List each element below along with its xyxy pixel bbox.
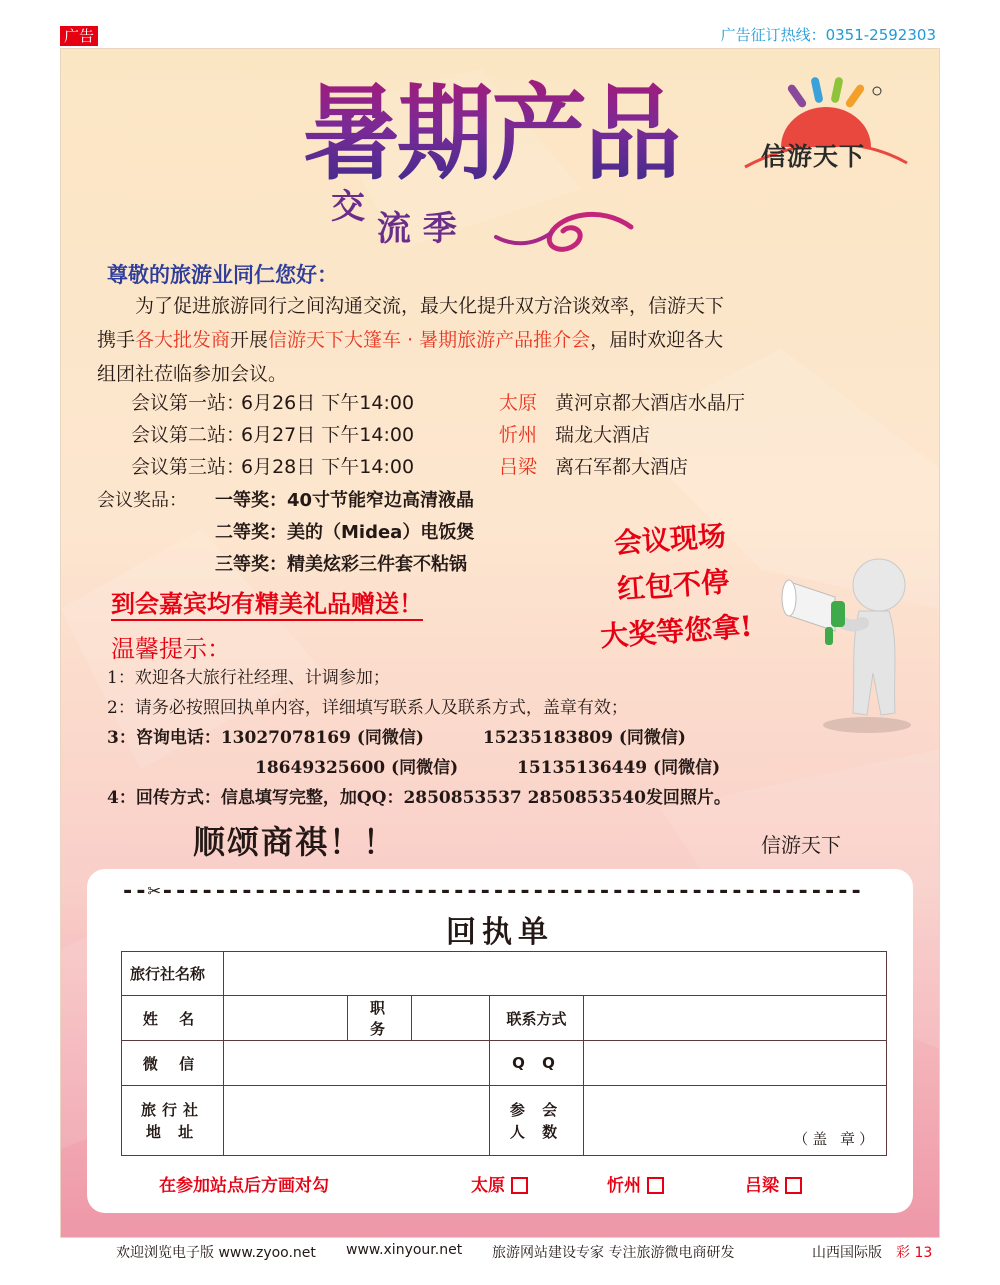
qq-label: Q Q [490,1041,584,1086]
check-city-label: 太原 [471,1176,505,1196]
intro-paragraph [97,289,897,391]
prize-item: 二等奖：美的（Midea）电饭煲 [215,522,475,543]
tip-item [107,753,779,783]
slogan [592,512,754,660]
title-main: 暑期产品 [303,72,679,195]
tips-title: 温馨提示： [111,635,231,663]
intro-line-2 [97,323,897,357]
position-field[interactable] [412,996,490,1041]
station-time: 6月28日 下午14:00 [241,456,415,478]
agency-name-field[interactable] [224,952,887,996]
title-sub-char: 季 [422,209,457,249]
station-row [97,419,745,451]
intro-highlight: 信游天下大篷车 · 暑期旅游产品推介会 [268,329,591,351]
checkbox[interactable] [647,1177,664,1194]
logo-text: 信游天下 [761,142,866,171]
receipt-title: 回执单 [446,915,554,950]
station-label: 会议第一站： [131,392,246,414]
ad-hotline: 广告征订热线：0351-2592303 [720,26,936,44]
slogan-line: 红包不停 [616,565,731,606]
station-time: 6月26日 下午14:00 [241,392,415,414]
ad-tag: 广告 [60,26,98,46]
check-instruction: 在参加站点后方画对勾 [159,1176,329,1196]
intro-text: ，届时欢迎各大 [590,329,724,351]
gift-notice: 到会嘉宾均有精美礼品赠送！ [111,589,423,621]
title-sub [331,187,457,249]
tip-item: 1：欢迎各大旅行社经理、计调参加； [107,668,390,688]
intro-highlight: 各大批发商 [135,329,231,351]
check-city-label: 吕梁 [745,1176,779,1196]
wechat-label: 微 信 [122,1041,224,1086]
name-field[interactable] [224,996,348,1041]
footer-text: 山西国际版 [812,1245,882,1261]
greeting: 尊敬的旅游业同仁您好： [107,263,338,287]
intro-line-1: 为了促进旅游同行之间沟通交流，最大化提升双方洽谈效率，信游天下 [135,295,725,317]
phone-number: 18649325600 (同微信) [255,758,459,778]
address-label [122,1086,224,1156]
intro-text: 携手 [97,329,136,351]
closing: 顺颂商祺！！ [193,823,398,861]
prize-item: 一等奖：40寸节能窄边高清液晶 [215,490,475,511]
station-row [97,387,745,419]
station-venue: 黄河京都大酒店水晶厅 [555,392,746,414]
swirl-ornament [491,207,641,257]
contact-field[interactable] [584,996,887,1041]
scissors-cut-line: --✂----------------------------------------------------- [121,879,863,904]
table-row [122,952,887,996]
qq-field[interactable] [584,1041,887,1086]
megaphone-man-icon [781,545,921,735]
check-xinzhou[interactable] [607,1171,745,1196]
table-row [122,1086,887,1156]
station-label: 会议第二站： [131,424,246,446]
receipt-table [121,951,887,1156]
name-label: 姓 名 [122,996,224,1041]
attendee-count-field[interactable] [584,1086,887,1156]
seal-label: （盖 章） [793,1130,878,1148]
agency-name-label: 旅行社名称 [122,952,224,996]
station-city: 太原 [499,392,538,414]
count-label-line: 人 数 [509,1122,564,1141]
check-taiyuan[interactable] [471,1171,607,1196]
sun-logo-icon [741,75,911,195]
prize-row [97,549,474,581]
footer-text: www.xinyour.net [346,1242,463,1258]
address-label-line: 旅行社 [140,1100,204,1119]
address-label-line: 地 址 [145,1122,200,1141]
prize-row [97,517,474,549]
count-label-line: 参 会 [509,1100,564,1119]
station-row [97,451,745,483]
attendee-count-label [490,1086,584,1156]
station-label: 会议第三站： [131,456,246,478]
footer-text: 旅游网站建设专家 专注旅游微电商研发 [492,1245,735,1261]
slogan-line: 会议现场 [612,519,727,560]
phone-number: 13027078169 (同微信) [220,728,424,748]
tip-item: 2：请务必按照回执单内容，详细填写联系人及联系方式，盖章有效； [107,698,628,718]
tips-list [107,663,779,813]
intro-line-3: 组团社莅临参加会议。 [97,363,288,385]
signature: 信游天下 [761,833,841,857]
phone-number: 15135136449 (同微信) [517,758,721,778]
title-sub-char: 交 [331,187,365,227]
phone-number: 15235183809 (同微信) [482,728,686,748]
title-sub-char: 流 [376,209,411,249]
table-row [122,1041,887,1086]
check-city-label: 忻州 [607,1176,641,1196]
footer-text: 欢迎浏览电子版 www.zyoo.net [116,1245,316,1261]
station-venue: 离石军都大酒店 [555,456,689,478]
checkbox[interactable] [511,1177,528,1194]
contact-label: 联系方式 [490,996,584,1041]
wechat-field[interactable] [224,1041,490,1086]
station-city: 忻州 [499,424,538,446]
prize-list [97,485,474,581]
station-checkboxes [159,1171,859,1196]
page-number: 彩 13 [896,1245,933,1261]
station-time: 6月27日 下午14:00 [241,424,415,446]
tip-item: 4：回传方式：信息填写完整，加QQ：2850853537 2850853540发回照片。 [107,788,731,808]
station-venue: 瑞龙大酒店 [555,424,651,446]
tip-label: 3：咨询电话： [107,728,221,748]
slogan-line: 大奖等您拿! [599,609,754,654]
prize-item: 三等奖：精美炫彩三件套不粘锅 [215,554,467,575]
receipt-form [87,869,913,1213]
table-row [122,996,887,1041]
checkbox[interactable] [785,1177,802,1194]
address-field[interactable] [224,1086,490,1156]
meeting-stations [97,387,745,483]
prize-row [97,485,474,517]
check-lvliang[interactable] [745,1171,802,1196]
prize-label: 会议奖品： [97,490,187,511]
station-city: 吕梁 [499,456,538,478]
intro-text: 开展 [230,329,269,351]
position-label: 职 务 [348,996,412,1041]
tip-item [107,723,779,753]
advert-panel [60,48,940,1238]
